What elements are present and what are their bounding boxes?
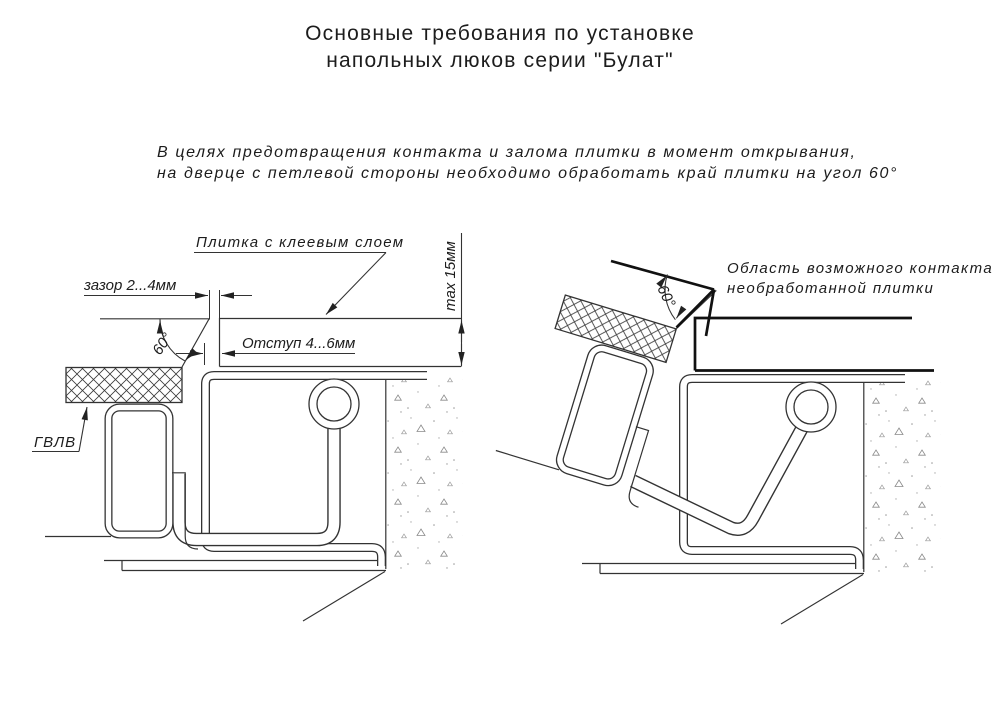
open-position-figure (492, 243, 993, 624)
hinge-pin (794, 390, 828, 424)
bevel-angle-dimension (653, 274, 680, 319)
bevel-angle-dimension (149, 319, 190, 361)
gap-dimension (83, 277, 252, 296)
bevel-angle-label: 60° (653, 282, 679, 311)
offset-dimension-label: Отступ 4...6мм (242, 335, 356, 352)
closed-position-figure (32, 233, 463, 621)
note-line2: на дверце с петлевой стороны необходимо обработать край плитки на угол 60° (157, 165, 899, 182)
thickness-dimension (442, 233, 462, 367)
note-line1: В целях предотвращения контакта и залома плитки в момент открывания, (157, 144, 857, 161)
page-title-line2: напольных люков серии "Булат" (326, 49, 674, 72)
page-title-line1: Основные требования по установке (305, 22, 695, 45)
gvl-label: ГВЛВ (34, 434, 77, 451)
contact-label-line2: необработанной плитки (727, 280, 935, 297)
contact-label-line1: Область возможного контакта (727, 260, 994, 277)
offset-dimension (176, 335, 355, 354)
hinge-arm-inner (633, 421, 806, 529)
tile-label-callout (194, 234, 404, 315)
gap-dimension-label: зазор 2...4мм (84, 277, 177, 294)
thickness-dimension-label: max 15мм (442, 241, 459, 311)
fixed-tile-outline-bold (695, 318, 934, 371)
bevel-angle-label: 60° (149, 329, 177, 359)
tile-label: Плитка с клеевым слоем (196, 234, 405, 251)
hinge-pin (317, 387, 351, 421)
gvl-label-callout (32, 407, 87, 452)
contact-area-label (727, 260, 993, 297)
